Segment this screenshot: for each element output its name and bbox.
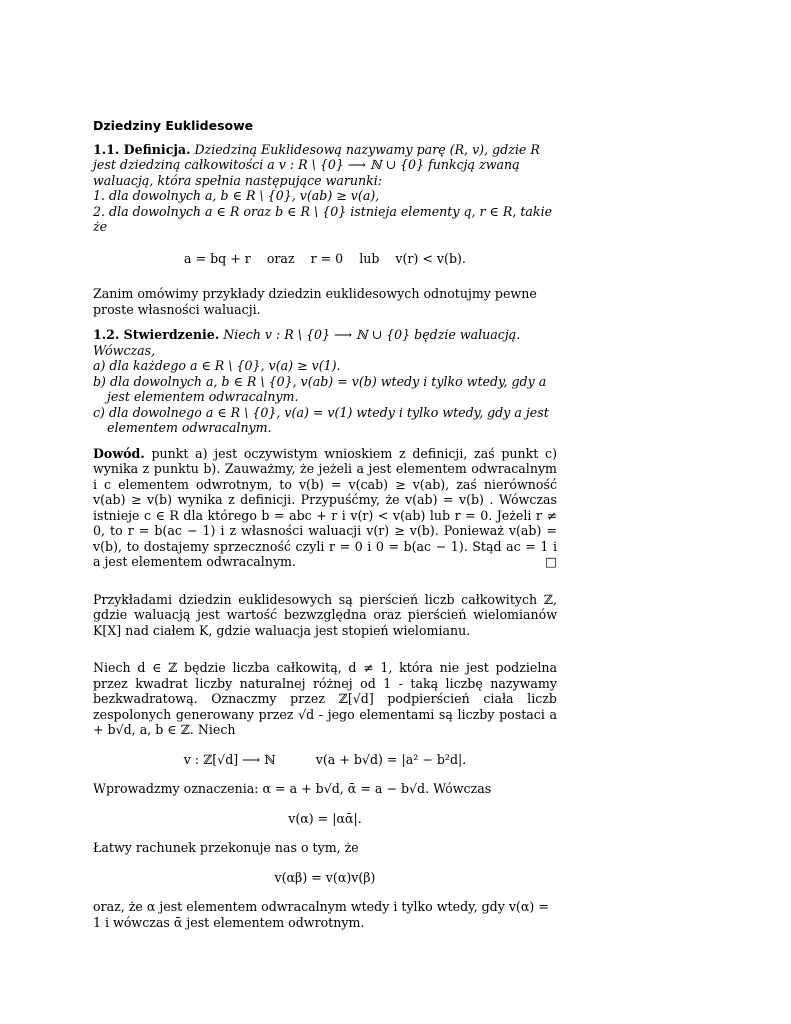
notation-paragraph: Wprowadzmy oznaczenia: α = a + b√d, ᾱ = a − b√d. Wówczas [93,781,492,796]
proof-label: Dowód. [93,445,145,461]
proof [93,446,557,570]
calculation-paragraph: Łatwy rachunek przekonuje nas o tym, że [93,840,359,855]
norm-display-equation: v(α) = |αᾱ|. [288,810,362,826]
proposition-text: Niech v : R \ {0} ⟶ ℕ ∪ {0} będzie waluacją. Wówczas, [93,327,521,358]
gaussian-paragraph: Niech d ∈ ℤ będzie liczba całkowitą, d ≠ 1, która nie jest podzielna przez kwadrat liczby naturalnej różnej od 1 - taką liczbę nazywamy bezkwadratową. Oznaczmy przez ℤ[√d] podpierścień ciała liczb zespolonych generowany przez √d - jego elementami są liczby postaci a + b√d, a, b ∈ ℤ. Niech [93,660,557,737]
definition-text: Dziedziną Euklidesową nazywamy parę (R, v), gdzie R jest dziedziną całkowitości a v : R \ {0} ⟶ ℕ ∪ {0} funkcją zwaną waluacją, która spełnia następujące warunki: [93,141,540,188]
proof-text: punkt a) jest oczywistym wnioskiem z definicji, zaś punkt c) wynika z punktu b). Zauważmy, że jeżeli a jest elementem odwracalnym i c elementem odwrotnym, to v(b) = v(cab) ≥ v(ab), zaś nierówność v(ab) ≥ v(b) wynika z definicji. Przypuśćmy, że v(ab) = v(b) . Wówczas istnieje c ∈ R dla którego b = abc + r i v(r) < v(ab) lub r = 0. Jeżeli r ≠ 0, to r = b(ac − 1) i z własności waluacji v(r) ≥ v(b). Ponieważ v(ab) = v(b), to dostajemy sprzeczność czyli r = 0 i 0 = b(ac − 1). Stąd ac = 1 i a jest elementem odwracalnym. [93,445,557,569]
multiplicativity-display-equation: v(αβ) = v(α)v(β) [274,869,376,885]
remark-paragraph: Zanim omówimy przykłady dziedzin euklidesowych odnotujmy pewne proste własności waluacji. [93,286,537,317]
examples-paragraph: Przykładami dziedzin euklidesowych są pierścień liczb całkowitych ℤ, gdzie waluacją jest wartość bezwzględna oraz pierścień wielomianów K[X] nad ciałem K, gdzie waluacja jest stopień wielomianu. [93,591,557,638]
document-page [93,118,557,930]
section-title: Dziedziny Euklidesowe [93,118,254,133]
proposition [93,327,557,358]
proposition-item-b: b) dla dowolnych a, b ∈ R \ {0}, v(ab) = v(b) wtedy i tylko wtedy, gdy a jest elementem odwracalnym. [93,373,547,404]
definition [93,142,557,189]
proposition-label: 1.2. Stwierdzenie. [93,327,220,342]
definition-display-equation: a = bq + r oraz r = 0 lub v(r) < v(b). [184,250,466,266]
valuation-display-equation: v : ℤ[√d] ⟶ ℕ v(a + b√d) = |a² − b²d|. [183,751,467,767]
proposition-item-c: c) dla dowolnego a ∈ R \ {0}, v(a) = v(1) wtedy i tylko wtedy, gdy a jest elementem odwracalnym. [93,404,549,435]
definition-item-2: 2. dla dowolnych a ∈ R oraz b ∈ R \ {0} istnieja elementy q, r ∈ R, takie że [93,203,553,234]
definition-item-1: 1. dla dowolnych a, b ∈ R \ {0}, v(ab) ≥ v(a), [93,188,380,203]
qed-symbol: □ [545,554,557,569]
conclusion-paragraph: oraz, że α jest elementem odwracalnym wtedy i tylko wtedy, gdy v(α) = 1 i wówczas ᾱ jest elementem odwrotnym. [93,899,549,930]
proposition-item-a: a) dla każdego a ∈ R \ {0}, v(a) ≥ v(1). [93,358,341,373]
definition-label: 1.1. Definicja. [93,141,191,157]
